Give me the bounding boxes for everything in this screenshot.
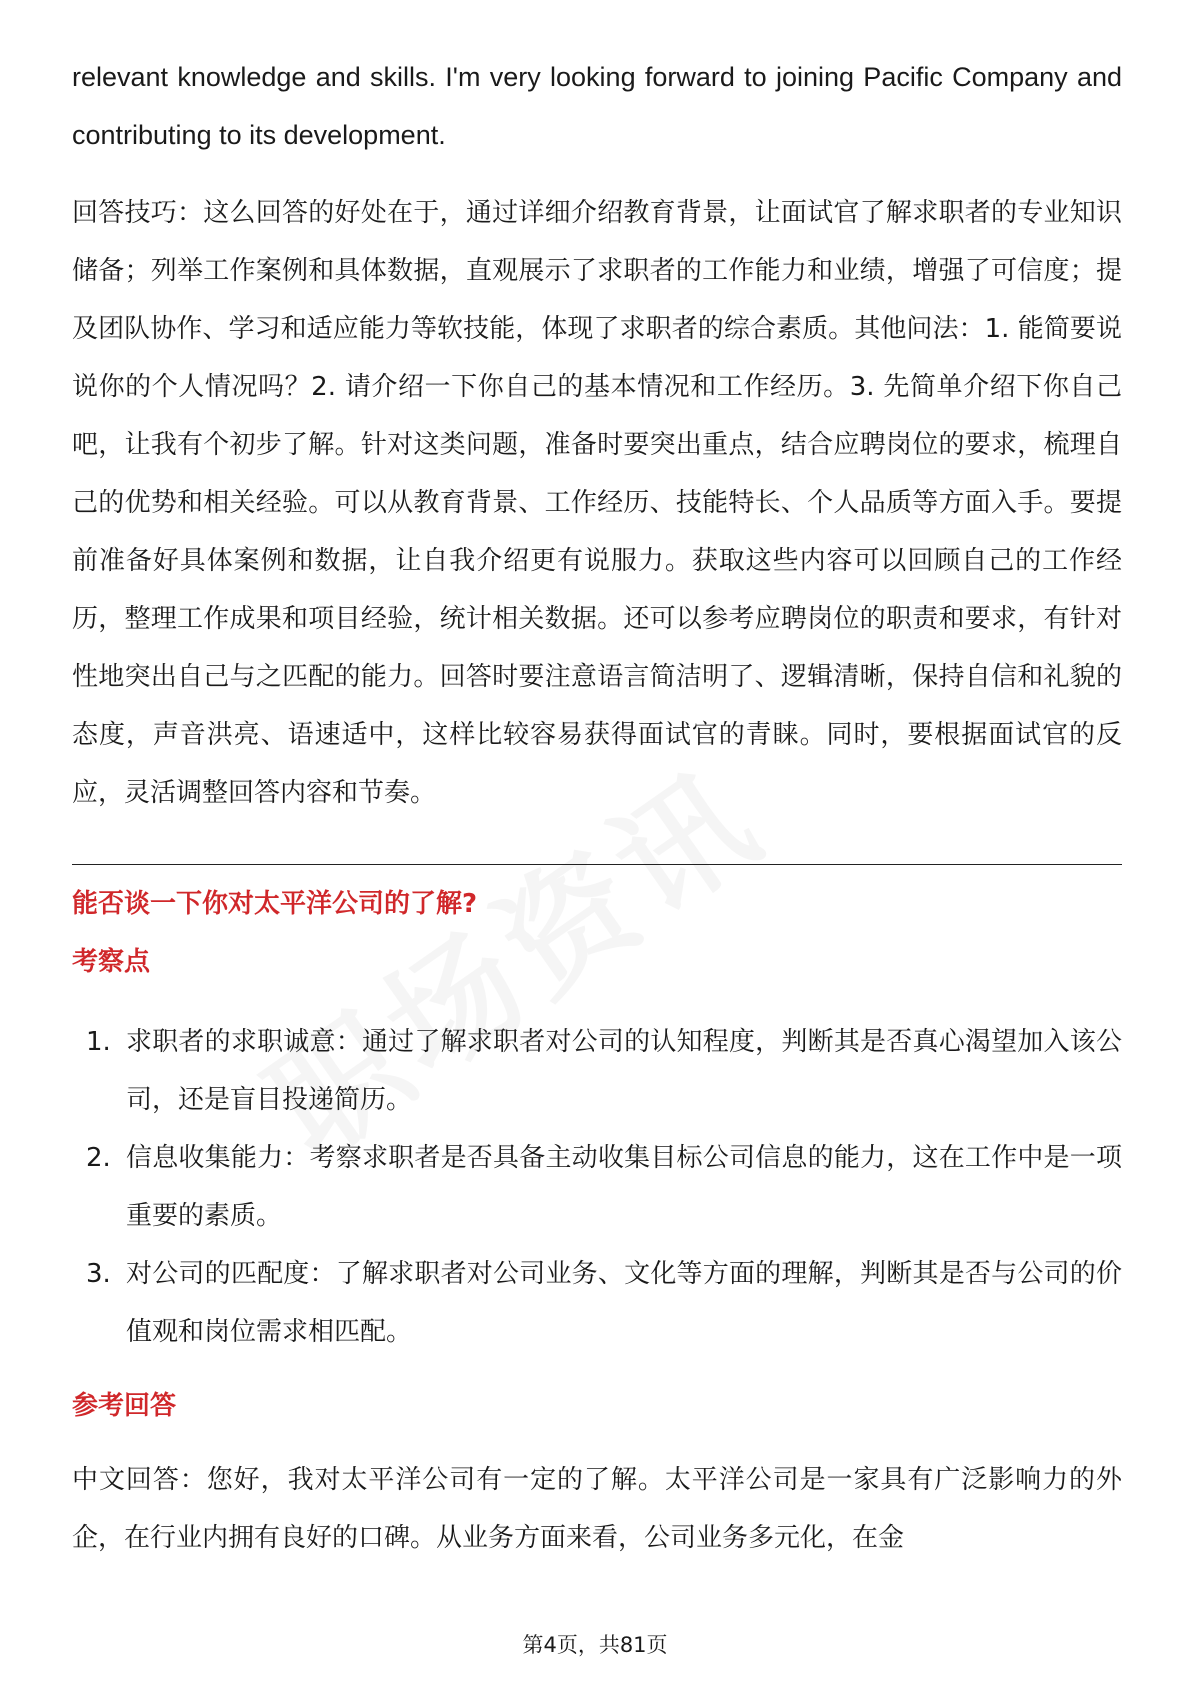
list-item-text: 信息收集能力：考察求职者是否具备主动收集目标公司信息的能力，这在工作中是一项重要的素质。 [126,1143,1122,1231]
section-divider [72,864,1122,865]
assessment-points-list [72,1013,1122,1361]
list-item-number: 3. [86,1259,111,1289]
list-item-number: 1. [86,1027,111,1057]
list-item-number: 2. [86,1143,111,1173]
page-footer: 第4页，共81页 [522,1633,668,1657]
question-title: 能否谈一下你对太平洋公司的了解? [72,889,478,919]
list-item [72,1245,1122,1361]
list-item [72,1013,1122,1129]
answer-tips-paragraph: 回答技巧：这么回答的好处在于，通过详细介绍教育背景，让面试官了解求职者的专业知识储备；列举工作案例和具体数据，直观展示了求职者的工作能力和业绩，增强了可信度；提及团队协作、学习和适应能力等软技能，体现了求职者的综合素质。其他问法：1. 能简要说说你的个人情况吗？2. 请介绍一下你自己的基本情况和工作经历。3. 先简单介绍下你自己吧，让我有个初步了解。针对这类问题，准备时要突出重点，结合应聘岗位的要求，梳理自己的优势和相关经验。可以从教育背景、工作经历、技能特长、个人品质等方面入手。要提前准备好具体案例和数据，让自我介绍更有说服力。获取这些内容可以回顾自己的工作经历，整理工作成果和项目经验，统计相关数据。还可以参考应聘岗位的职责和要求，有针对性地突出自己与之匹配的能力。回答时要注意语言简洁明了、逻辑清晰，保持自信和礼貌的态度，声音洪亮、语速适中，这样比较容易获得面试官的青睐。同时，要根据面试官的反应，灵活调整回答内容和节奏。 [72,198,1122,808]
reference-answer-text: 中文回答：您好，我对太平洋公司有一定的了解。太平洋公司是一家具有广泛影响力的外企，在行业内拥有良好的口碑。从业务方面来看，公司业务多元化，在金 [72,1465,1122,1553]
assessment-heading: 考察点 [72,947,151,977]
list-item-text: 对公司的匹配度：了解求职者对公司业务、文化等方面的理解，判断其是否与公司的价值观和岗位需求相匹配。 [126,1259,1122,1347]
document-page [72,48,1122,1567]
reference-answer-heading: 参考回答 [72,1391,177,1421]
list-item-text: 求职者的求职诚意：通过了解求职者对公司的认知程度，判断其是否真心渴望加入该公司，还是盲目投递简历。 [126,1027,1122,1115]
intro-continuation: relevant knowledge and skills. I'm very looking forward to joining Pacific Company and contributing to its development. [72,62,1122,150]
list-item [72,1129,1122,1245]
